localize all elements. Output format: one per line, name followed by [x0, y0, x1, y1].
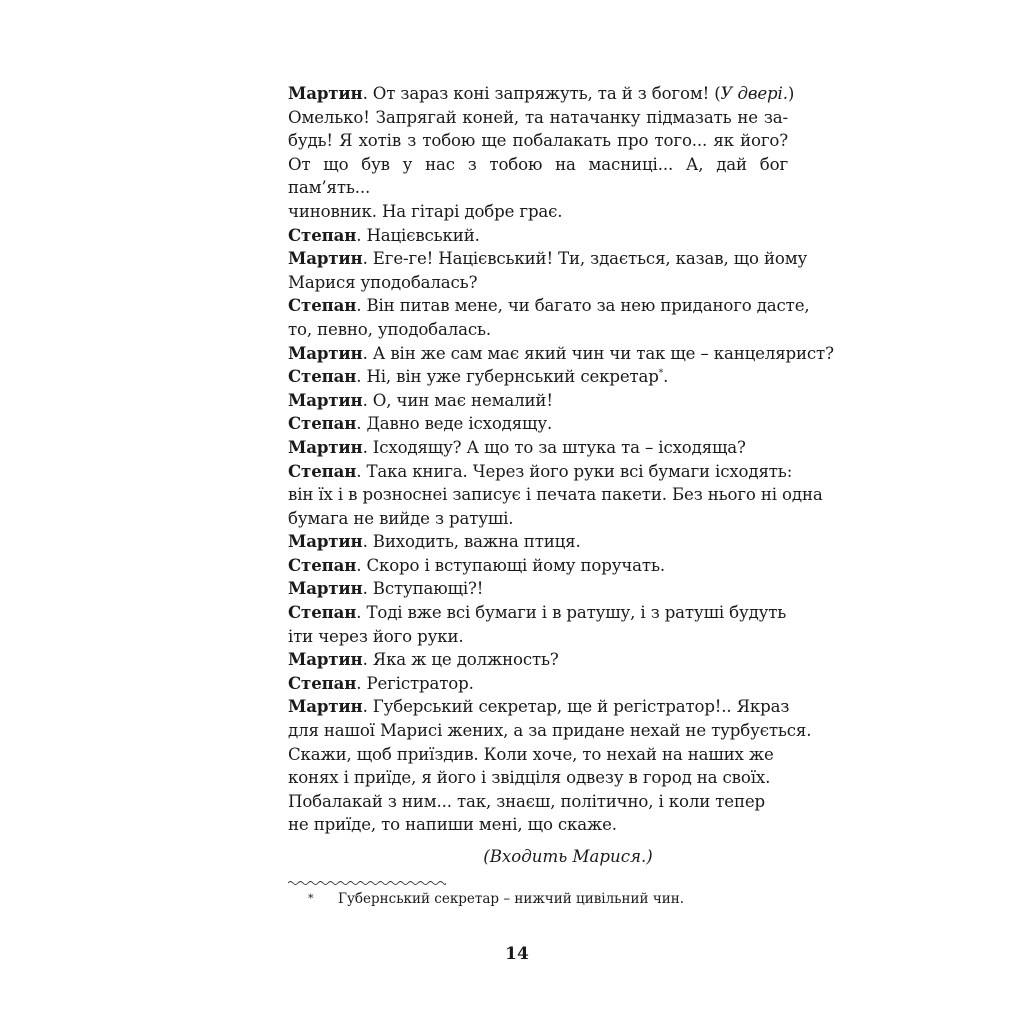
text-line: будь! Я хотів з тобою ще побалакать про того... як його? [288, 131, 788, 151]
dialogue-line: Мартин. А він же сам має який чин чи так ще – канцелярист? [288, 342, 834, 363]
footnote [308, 890, 684, 908]
text-line: Омелько! Запрягай коней, та натачанку підмазать не за- [288, 107, 788, 127]
dialogue-line: Мартин. От зараз коні запряжуть, та й з богом! (У двері.) [288, 83, 795, 103]
speaker-name: Степан [288, 460, 357, 481]
footnote-text: Губернський секретар – нижчий цивільний чин. [338, 891, 685, 907]
text-line: іти через його руки. [288, 626, 464, 646]
text-line: не приїде, то напиши мені, що скаже. [288, 815, 617, 835]
dialogue-line: Мартин. Яка ж це должность? [288, 649, 559, 670]
text-line: Марися уподобалась? [288, 272, 478, 292]
text-line: то, певно, уподобалась. [288, 319, 492, 339]
dialogue-line: Степан. Давно веде ісходящу. [288, 413, 553, 434]
speaker-name: Степан [288, 366, 357, 387]
speaker-name: Мартин [288, 578, 363, 599]
speaker-name: Мартин [288, 342, 363, 363]
dialogue-line: Мартин. Виходить, важна птиця. [288, 531, 581, 552]
text-line: Побалакай з ним... так, знаєш, політично, і коли тепер [288, 791, 766, 811]
speaker-name: Степан [288, 554, 357, 575]
stage-direction-inline: У двері. [720, 84, 788, 103]
text-line: От що був у нас з тобою на масниці... А, дай бог пам’ять... [288, 154, 788, 198]
speaker-name: Степан [288, 295, 357, 316]
text-line: конях і приїде, я його і звідціля одвезу в город на своїх. [288, 768, 771, 788]
page-number: 14 [505, 944, 529, 964]
page-body [288, 82, 834, 869]
speaker-name: Степан [288, 413, 357, 434]
footnote-separator [288, 880, 446, 886]
dialogue-line: Мартин. Вступающі?! [288, 578, 484, 599]
text-line: чиновник. На гітарі добре грає. [288, 201, 563, 221]
speaker-name: Мартин [288, 531, 363, 552]
text-line: він їх і в розноснеі записує і печата пакети. Без нього ні одна [288, 485, 823, 505]
dialogue-line: Степан. Така книга. Через його руки всі бумаги ісходять: [288, 460, 793, 481]
dialogue-line: Мартин. Губерський секретар, ще й регістратор!.. Якраз [288, 696, 790, 717]
speaker-name: Степан [288, 224, 357, 245]
text-line: бумага не вийде з ратуші. [288, 508, 514, 528]
dialogue-line: Степан. Скоро і вступающі йому поручать. [288, 554, 665, 575]
speaker-name: Мартин [288, 389, 363, 410]
speaker-name: Степан [288, 602, 357, 623]
footnote-mark: * [308, 892, 314, 905]
dialogue-line: Степан. Регістратор. [288, 672, 474, 693]
speaker-name: Степан [288, 672, 357, 693]
dialogue-line: Степан. Він питав мене, чи багато за нею приданого дасте, [288, 295, 810, 316]
footnote-reference: * [658, 368, 664, 379]
speaker-name: Мартин [288, 83, 363, 103]
dialogue-line: Мартин. Еге-ге! Націєвський! Ти, здається, казав, що йому [288, 248, 808, 269]
dialogue-line: Степан. Ні, він уже губернський секретар*. [288, 366, 669, 387]
dialogue-line: Мартин. Ісходящу? А що то за штука та – ісходяща? [288, 436, 746, 457]
dialogue-line: Мартин. О, чин має немалий! [288, 389, 553, 410]
speaker-name: Мартин [288, 436, 363, 457]
speaker-name: Мартин [288, 649, 363, 670]
speaker-name: Мартин [288, 248, 363, 269]
stage-direction: (Входить Марися.) [483, 847, 653, 866]
speaker-name: Мартин [288, 696, 363, 717]
dialogue-line: Степан. Націєвський. [288, 224, 480, 245]
text-line: для нашої Марисі жених, а за придане нехай не турбується. [288, 721, 812, 741]
dialogue-line: Степан. Тоді вже всі бумаги і в ратушу, і з ратуші будуть [288, 602, 787, 623]
text-line: Скажи, щоб приїздив. Коли хоче, то нехай на наших же [288, 744, 774, 764]
